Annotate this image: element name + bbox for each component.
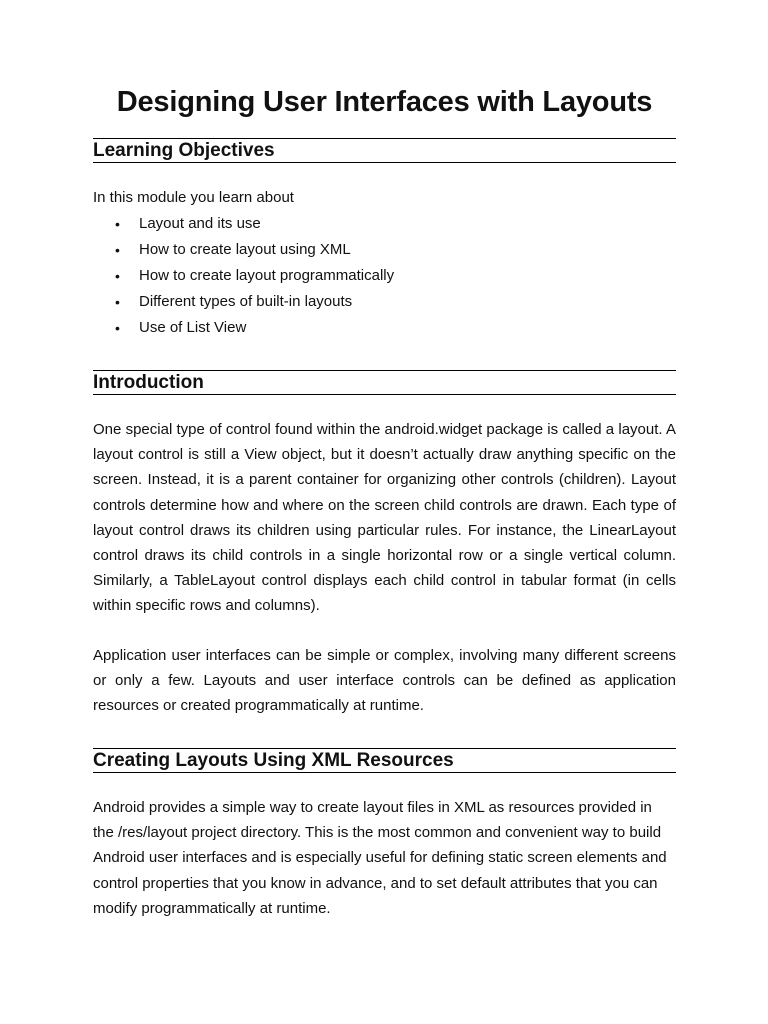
section-heading-introduction [93,370,676,395]
section-title: Introduction [93,372,204,393]
section-title: Creating Layouts Using XML Resources [93,750,454,771]
list-item: • How to create layout using XML [93,237,676,263]
section-heading-learning-objectives [93,138,676,163]
section-title: Learning Objectives [93,140,275,161]
list-item: • How to create layout programmatically [93,263,676,289]
bullet-icon: • [115,294,120,310]
list-item: • Use of List View [93,315,676,341]
page-title: Designing User Interfaces with Layouts [116,86,653,118]
objectives-list [93,211,676,341]
section-heading-xml-resources [93,748,676,773]
list-item: • Layout and its use [93,211,676,237]
bullet-icon: • [115,320,120,336]
bullet-icon: • [115,242,120,258]
bullet-icon: • [115,268,120,284]
xml-resources-paragraph-1: Android provides a simple way to create layout files in XML as resources provided in the /res/layout project directory. This is the most common and convenient way to build Android user interfaces and is especially useful for defining static screen elements and control properties that you know in advance, and to set default attributes that you can modify programmatically at runtime. [93,799,667,917]
introduction-paragraph-2: Application user interfaces can be simple or complex, involving many different screens or only a few. Layouts and user interface controls can be defined as application resources or created programmatically at runtime. [93,647,676,715]
objectives-intro: In this module you learn about [93,189,294,206]
bullet-icon: • [115,216,120,232]
introduction-paragraph-1: One special type of control found within the android.widget package is called a layout. A layout control is still a View object, but it doesn’t actually draw anything specific on the screen. Instead, it is a parent container for organizing other controls (children). Layout controls determine how and where on the screen child controls are drawn. Each type of layout control draws its children using particular rules. For instance, the LinearLayout control draws its child controls in a single horizontal row or a single vertical column. Similarly, a TableLayout control displays each child control in tabular format (in cells within specific rows and columns). [93,421,676,615]
list-item: • Different types of built-in layouts [93,289,676,315]
